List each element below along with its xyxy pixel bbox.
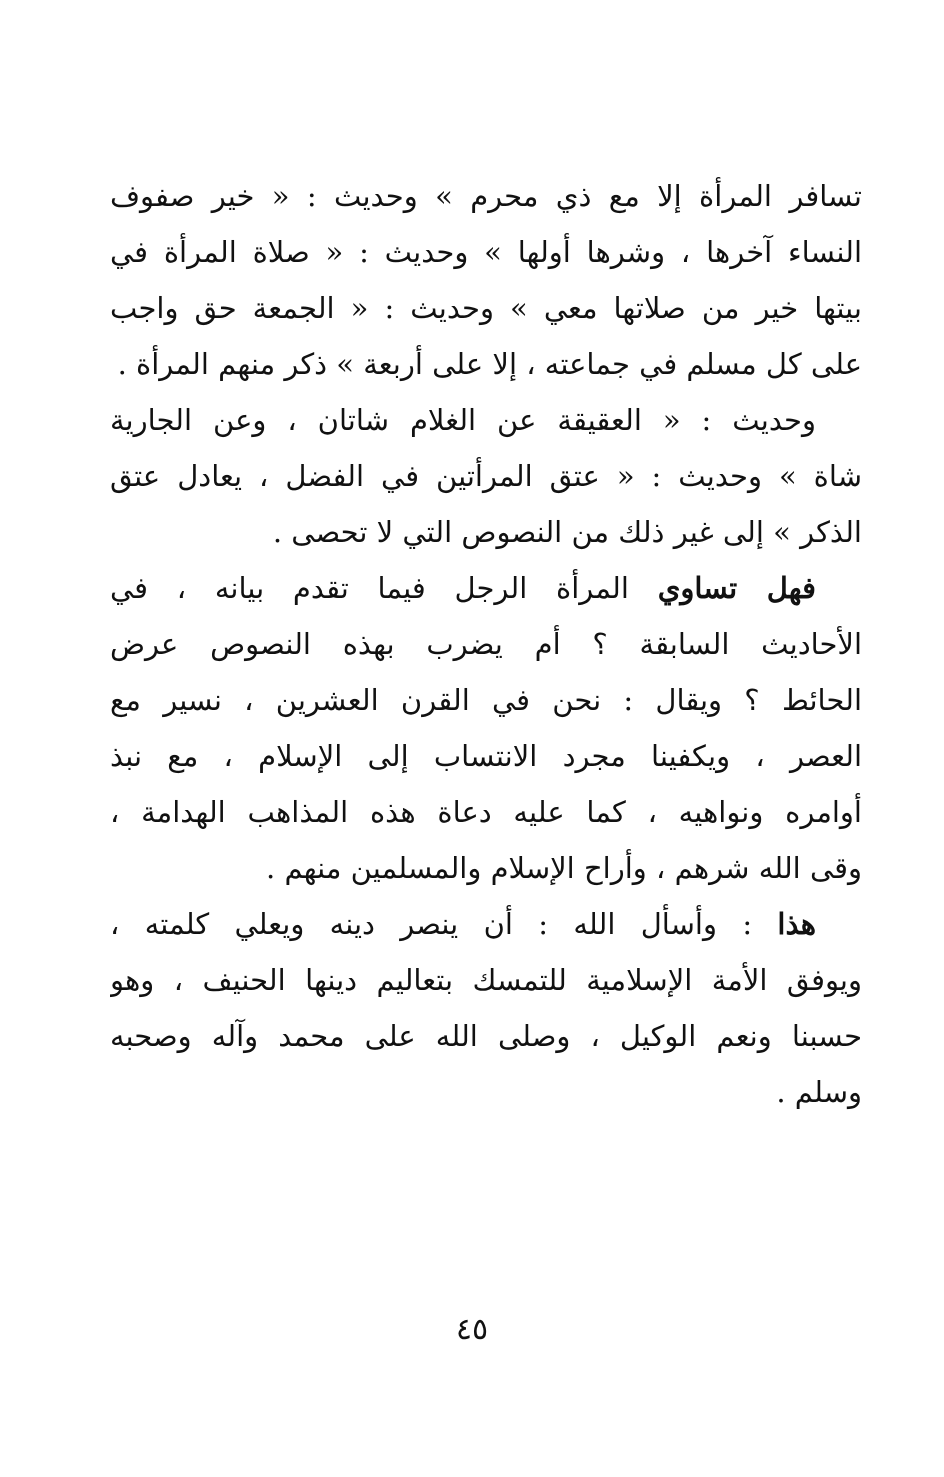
text-line: وحديث : « العقيقة عن الغلام شاتان ، وعن الجارية xyxy=(110,403,816,437)
text-line: ويوفق الأمة الإسلامية للتمسك بتعاليم دينها الحنيف ، وهو xyxy=(110,963,862,997)
text-line: تسافر المرأة إلا مع ذي محرم » وحديث : « خير صفوف xyxy=(110,179,862,213)
paragraph-lead-bold: هذا xyxy=(777,907,816,941)
text-line-with-lead xyxy=(110,560,862,616)
paragraph-lead-bold: فهل تساوي xyxy=(657,571,816,605)
text-line: النساء آخرها ، وشرها أولها » وحديث : « صلاة المرأة في xyxy=(110,235,862,269)
page-number: ٤٥ xyxy=(455,1312,489,1347)
text-line-rest: : وأسأل الله : أن ينصر دينه ويعلي كلمته ، xyxy=(110,907,778,941)
text-line: على كل مسلم في جماعته ، إلا على أربعة » ذكر منهم المرأة . xyxy=(117,347,862,381)
text-line: شاة » وحديث : « عتق المرأتين في الفضل ، يعادل عتق xyxy=(110,459,862,493)
text-line: وسلم . xyxy=(776,1075,862,1109)
text-line: الذكر » إلى غير ذلك من النصوص التي لا تحصى . xyxy=(272,515,862,549)
text-line: بيتها خير من صلاتها معي » وحديث : « الجمعة حق واجب xyxy=(110,291,862,325)
text-line: أوامره ونواهيه ، كما عليه دعاة هذه المذاهب الهدامة ، xyxy=(110,795,862,829)
text-line: وقى الله شرهم ، وأراح الإسلام والمسلمين منهم . xyxy=(266,851,862,885)
text-line-rest: المرأة الرجل فيما تقدم بيانه ، في xyxy=(110,571,658,605)
text-line: حسبنا ونعم الوكيل ، وصلى الله على محمد وآله وصحبه xyxy=(110,1019,862,1053)
text-line: الأحاديث السابقة ؟ أم يضرب بهذه النصوص عرض xyxy=(110,627,862,661)
page-body xyxy=(110,168,862,1120)
text-line: الحائط ؟ ويقال : نحن في القرن العشرين ، نسير مع xyxy=(110,683,862,717)
text-line: العصر ، ويكفينا مجرد الانتساب إلى الإسلام ، مع نبذ xyxy=(110,739,862,773)
text-line-with-lead xyxy=(110,896,862,952)
